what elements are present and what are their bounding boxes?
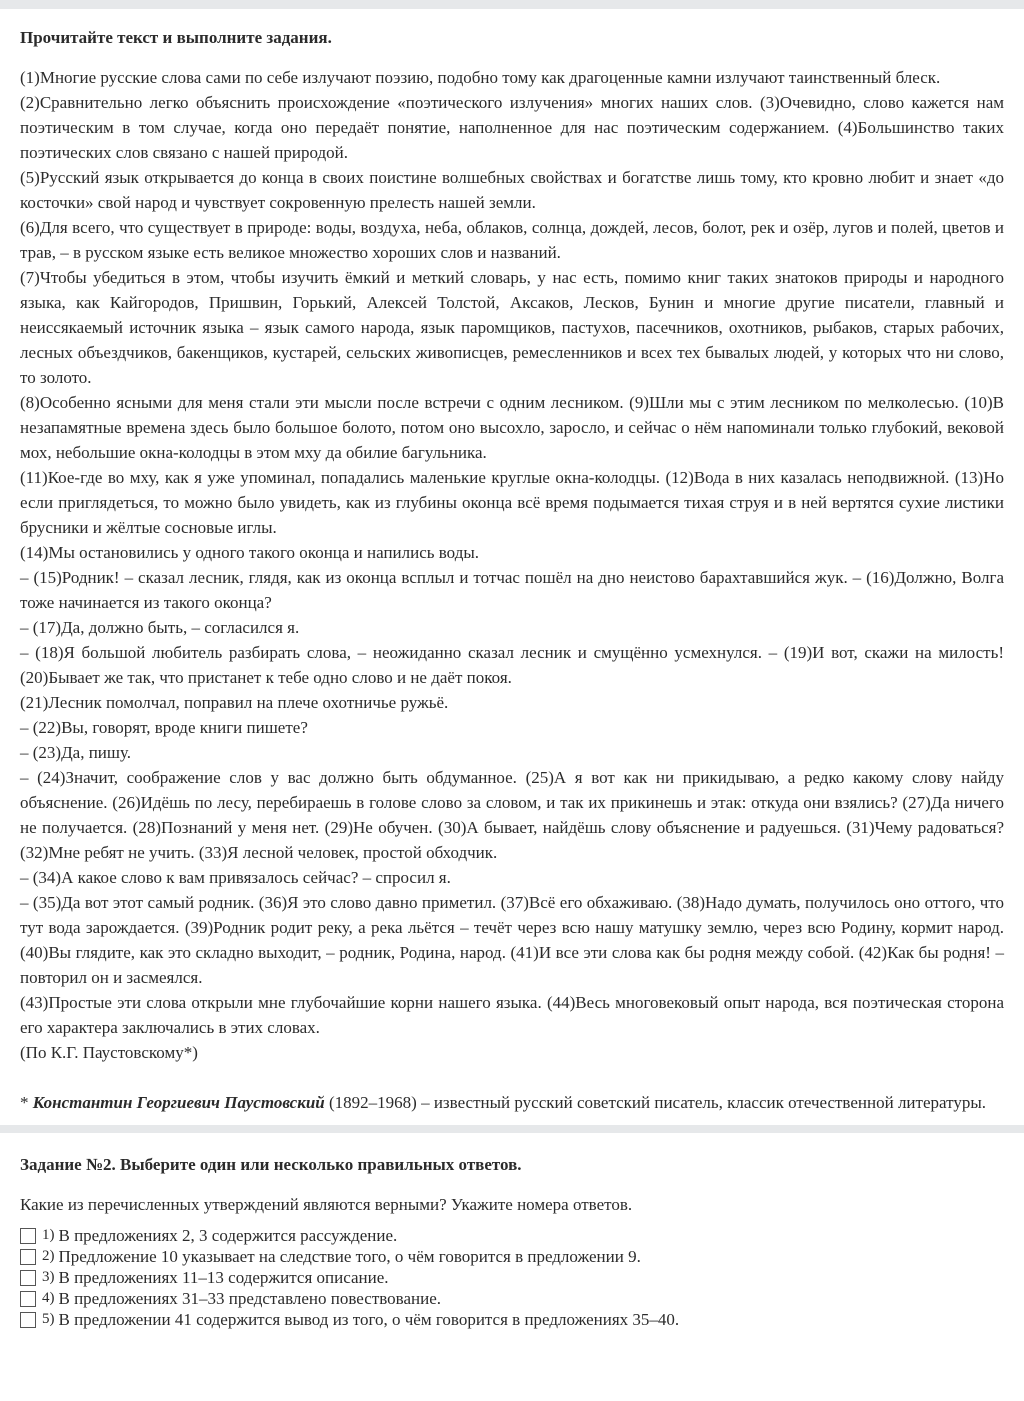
- passage-paragraph: (6)Для всего, что существует в природе: воды, воздуха, неба, облаков, солнца, дождей, лесов, болот, рек и озёр, лугов и полей, цветов и трав, – в русском языке есть великое множество хороших слов и названий.: [20, 218, 1004, 262]
- passage-source: (По К.Г. Паустовскому*): [20, 1043, 198, 1062]
- passage-paragraph: – (35)Да вот этот самый родник. (36)Я это слово давно приметил. (37)Всё его обхаживаю. (38)Надо думать, получилось оно оттого, что тут вода зарождается. (39)Родник родит реку, а река льётся – течёт через всю нашу матушку землю, через всю Родину, кормит народ. (40)Вы глядите, как это складно выходит, – родник, Родина, народ. (41)И все эти слова как бы родня между собой. (42)Как бы родня! – повторил он и засмеялся.: [20, 893, 1004, 987]
- task-question: Какие из перечисленных утверждений являются верными? Укажите номера ответов.: [20, 1195, 633, 1214]
- answer-text: Предложение 10 указывает на следствие того, о чём говорится в предложении 9.: [58, 1247, 641, 1266]
- passage-paragraph: (14)Мы остановились у одного такого оконца и напились воды.: [20, 543, 480, 562]
- passage-paragraph: – (18)Я большой любитель разбирать слова, – неожиданно сказал лесник и смущённо усмехнулся. – (19)И вот, скажи на милость! (20)Бывает же так, что пристанет к тебе одно слово и не даёт покоя.: [20, 643, 1004, 687]
- passage-paragraph: (8)Особенно ясными для меня стали эти мысли после встречи с одним лесником. (9)Шли мы с этим лесником по мелколесью. (10)В незапамятные времена здесь было большое болото, потом оно высохло, заросло, и сейчас о нём напоминали только глубокий, вековой мох, небольшие окна-колодцы в этом мху да обилие багульника.: [20, 393, 1004, 462]
- answer-option[interactable]: [20, 1309, 1004, 1330]
- answer-number: 4): [42, 1290, 55, 1306]
- answer-option[interactable]: [20, 1267, 1004, 1288]
- section-divider: [0, 1125, 1024, 1133]
- passage-paragraph: (5)Русский язык открывается до конца в своих поистине волшебных свойствах и богатстве лишь тому, кто кровно любит и знает «до косточки» свой народ и чувствует сокровенную прелесть нашей земли.: [20, 168, 1004, 212]
- passage-paragraph: (2)Сравнительно легко объяснить происхождение «поэтического излучения» многих наших слов. (3)Очевидно, слово кажется нам поэтическим в том случае, когда оно передаёт понятие, наполненное для нас поэтическим содержанием. (4)Большинство таких поэтических слов связано с нашей природой.: [20, 93, 1004, 162]
- passage-paragraph: (21)Лесник помолчал, поправил на плече охотничье ружьё.: [20, 693, 449, 712]
- answer-checkbox[interactable]: [20, 1249, 36, 1265]
- answer-number: 5): [42, 1311, 55, 1327]
- passage-paragraph: – (34)А какое слово к вам привязалось сейчас? – спросил я.: [20, 868, 451, 887]
- task-card: [0, 1133, 1024, 1330]
- task-heading: Задание №2. Выберите один или несколько правильных ответов.: [20, 1155, 522, 1174]
- answer-text: В предложениях 11–13 содержится описание.: [58, 1268, 389, 1287]
- author-footnote: [20, 1090, 1004, 1115]
- answer-number: 3): [42, 1269, 55, 1285]
- passage-paragraph: – (22)Вы, говорят, вроде книги пишете?: [20, 718, 308, 737]
- answer-checkbox[interactable]: [20, 1228, 36, 1244]
- passage-paragraph: – (17)Да, должно быть, – согласился я.: [20, 618, 300, 637]
- answer-checkbox[interactable]: [20, 1312, 36, 1328]
- answer-text: В предложениях 2, 3 содержится рассуждение.: [58, 1226, 398, 1245]
- passage-card: [0, 9, 1024, 1125]
- footnote-marker: *: [20, 1093, 29, 1112]
- answer-checkbox[interactable]: [20, 1270, 36, 1286]
- top-divider: [0, 0, 1024, 9]
- answer-option[interactable]: [20, 1246, 1004, 1267]
- passage-paragraph: (11)Кое-где во мху, как я уже упоминал, попадались маленькие круглые окна-колодцы. (12)Вода в них казалась неподвижной. (13)Но если приглядеться, то можно было увидеть, как из глубины оконца всё время подымается тихая струя и в ней вертятся сухие листики брусники и жёлтые сосновые иглы.: [20, 468, 1004, 537]
- passage-paragraph: (7)Чтобы убедиться в этом, чтобы изучить ёмкий и меткий словарь, у нас есть, помимо книг таких знатоков природы и народного языка, как Кайгородов, Пришвин, Горький, Алексей Толстой, Аксаков, Лесков, Бунин и многие другие писатели, главный и неиссякаемый источник языка – язык самого народа, язык паромщиков, пастухов, пасечников, охотников, рыбаков, старых рабочих, лесных объездчиков, бакенщиков, кустарей, сельских живописцев, ремесленников и всех тех бывалых людей, у которых что ни слово, то золото.: [20, 268, 1004, 387]
- passage-text: [20, 65, 1004, 1065]
- answer-number: 2): [42, 1248, 55, 1264]
- answer-option[interactable]: [20, 1225, 1004, 1246]
- passage-paragraph: – (15)Родник! – сказал лесник, глядя, как из оконца всплыл и тотчас пошёл на дно неистово барахтавшийся жук. – (16)Должно, Волга тоже начинается из такого оконца?: [20, 568, 1004, 612]
- answer-option[interactable]: [20, 1288, 1004, 1309]
- footnote-text: (1892–1968) – известный русский советский писатель, классик отечественной литературы.: [324, 1093, 986, 1112]
- answer-number: 1): [42, 1227, 55, 1243]
- footnote-author: Константин Георгиевич Паустовский: [32, 1093, 325, 1112]
- passage-paragraph: – (23)Да, пишу.: [20, 743, 132, 762]
- answer-checkbox[interactable]: [20, 1291, 36, 1307]
- passage-paragraph: – (24)Значит, соображение слов у вас должно быть обдуманное. (25)А я вот как ни прикидываю, а редко какому слову найду объяснение. (26)Идёшь по лесу, перебираешь в голове слово за словом, и так их прикинешь и этак: откуда они взялись? (27)Да ничего не получается. (28)Познаний у меня нет. (29)Не обучен. (30)А бывает, найдёшь слову объяснение и радуешься. (31)Чему радоваться? (32)Мне ребят не учить. (33)Я лесной человек, простой обходчик.: [20, 768, 1004, 862]
- answer-text: В предложении 41 содержится вывод из того, о чём говорится в предложениях 35–40.: [58, 1310, 680, 1329]
- passage-paragraph: (43)Простые эти слова открыли мне глубочайшие корни нашего языка. (44)Весь многовековый опыт народа, вся поэтическая сторона его характера заключались в этих словах.: [20, 993, 1004, 1037]
- answer-text: В предложениях 31–33 представлено повествование.: [58, 1289, 441, 1308]
- passage-heading: Прочитайте текст и выполните задания.: [20, 28, 332, 47]
- answer-options: [20, 1225, 1004, 1330]
- passage-paragraph: (1)Многие русские слова сами по себе излучают поэзию, подобно тому как драгоценные камни излучают таинственный блеск.: [20, 68, 941, 87]
